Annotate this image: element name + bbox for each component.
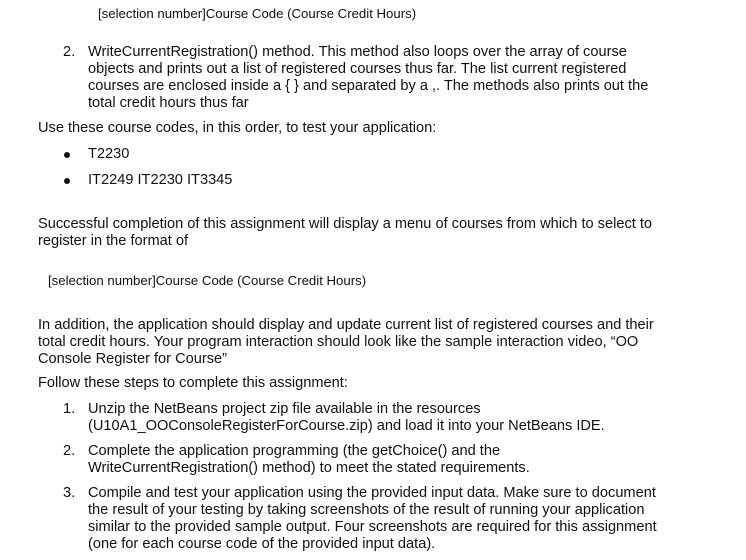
item2-line-2: objects and prints out a list of registered courses thus far. The list current registered [88, 61, 627, 77]
step-number: 2. [63, 443, 76, 459]
completion-line-2: register in the format of [38, 233, 189, 249]
step3-line-4: (one for each course code of the provided input data). [88, 536, 436, 552]
course-code-item: IT2249 IT2230 IT3345 [88, 172, 233, 188]
bullet-dot [64, 178, 70, 184]
addition-line-2: total credit hours. Your program interaction should look like the sample interaction video, “OO [38, 334, 639, 350]
step1-line-1: Unzip the NetBeans project zip file available in the resources [88, 401, 481, 417]
format-example-top: [selection number]Course Code (Course Credit Hours) [98, 6, 417, 21]
addition-line-1: In addition, the application should display and update current list of registered courses and their [38, 317, 654, 333]
step2-line-2: WriteCurrentRegistration() method) to meet the stated requirements. [88, 460, 530, 476]
course-code-item: T2230 [88, 146, 130, 162]
step2-line-1: Complete the application programming (the getChoice() and the [88, 443, 501, 459]
step3-line-1: Compile and test your application using the provided input data. Make sure to document [88, 485, 656, 501]
step1-line-2: (U10A1_OOConsoleRegisterForCourse.zip) and load it into your NetBeans IDE. [88, 418, 605, 434]
addition-line-3: Console Register for Course” [38, 351, 227, 367]
item2-line-4: total credit hours thus far [88, 95, 249, 111]
step3-line-3: similar to the provided sample output. Four screenshots are required for this assignment [88, 519, 657, 535]
step3-line-2: the result of your testing by taking screenshots of the result of running your application [88, 502, 645, 518]
step-number: 3. [63, 485, 76, 501]
bullet-dot [64, 152, 70, 158]
codes-intro: Use these course codes, in this order, to test your application: [38, 120, 437, 136]
steps-intro: Follow these steps to complete this assignment: [38, 375, 348, 391]
item2-line-3: courses are enclosed inside a { } and separated by a ,. The methods also prints out the [88, 78, 649, 94]
step-number: 1. [63, 401, 76, 417]
item2-line-1: WriteCurrentRegistration() method. This method also loops over the array of course [88, 44, 627, 60]
item-number: 2. [63, 44, 76, 60]
completion-line-1: Successful completion of this assignment will display a menu of courses from which to select to [38, 216, 653, 232]
format-example: [selection number]Course Code (Course Credit Hours) [48, 273, 367, 288]
